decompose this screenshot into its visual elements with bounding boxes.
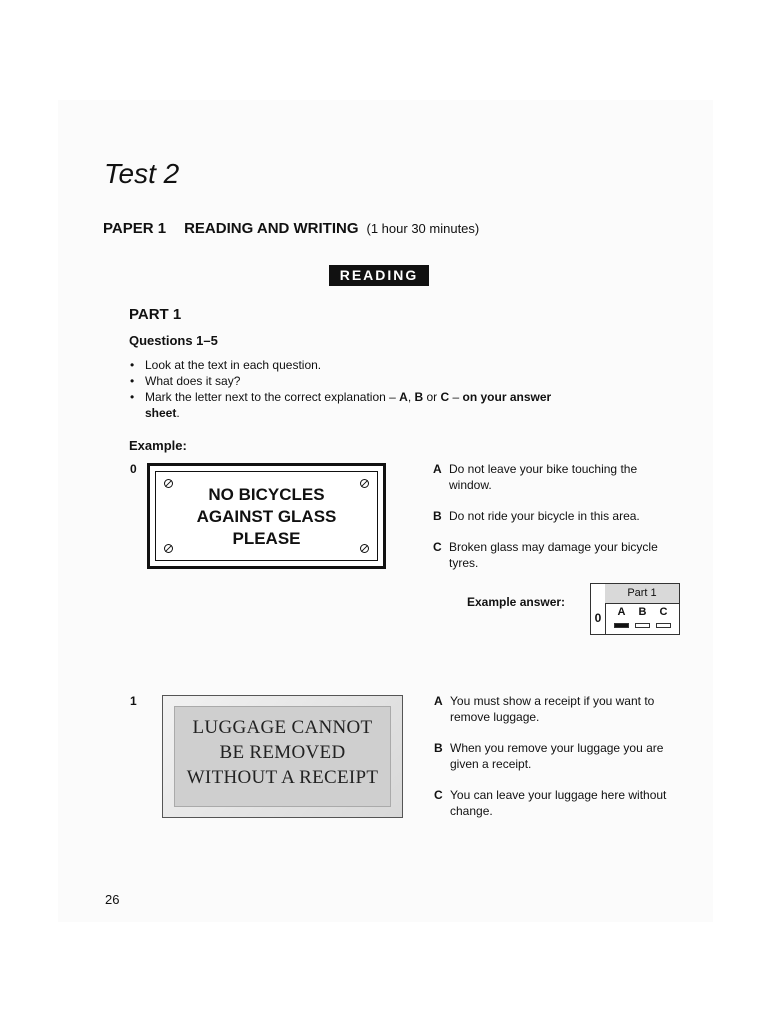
answer-cell-c: [656, 623, 671, 628]
answer-letters: A B C: [617, 606, 668, 618]
paper-duration: (1 hour 30 minutes): [366, 221, 480, 236]
option-a: A You must show a receipt if you want to remove luggage.: [434, 694, 655, 724]
answer-sheet-title: Part 1: [605, 584, 679, 604]
question-1-sign-text: LUGGAGE CANNOT BE REMOVED WITHOUT A RECEIPT: [186, 717, 379, 788]
question-1-sign: [162, 695, 403, 818]
example-sign: [147, 463, 386, 569]
instruction-item: • What does it say?: [129, 373, 559, 389]
option-b: B When you remove your luggage you are given a receipt.: [434, 741, 664, 771]
section-banner: READING: [329, 265, 429, 286]
example-number: 0: [130, 462, 137, 476]
option-c: C Broken glass may damage your bicycle tyres.: [433, 540, 658, 570]
answer-cell-b: [635, 623, 650, 628]
question-1-options: [434, 693, 694, 834]
part-heading: PART 1: [129, 306, 182, 323]
instruction-item: • Mark the letter next to the correct explanation – A, B or C – on your answer sheet.: [129, 389, 559, 421]
option-c: C You can leave your luggage here without change.: [434, 788, 667, 818]
answer-row-number: 0: [591, 603, 606, 634]
answer-cell-a: [614, 623, 629, 628]
page-number: 26: [105, 892, 120, 907]
example-sign-text: NO BICYCLES AGAINST GLASS PLEASE: [196, 485, 337, 548]
paper-label: PAPER 1: [103, 220, 167, 237]
example-label: Example:: [129, 438, 187, 453]
question-1-number: 1: [130, 694, 137, 708]
instructions-list: [129, 357, 559, 421]
answer-sheet-sample: [590, 583, 680, 635]
test-title: Test 2: [104, 158, 180, 189]
option-a: A Do not leave your bike touching the window.: [433, 462, 638, 492]
example-answer-label: Example answer:: [467, 595, 566, 609]
paper-heading: [103, 220, 479, 237]
questions-heading: Questions 1–5: [129, 333, 218, 348]
option-b: B Do not ride your bicycle in this area.: [433, 509, 640, 523]
instruction-item: • Look at the text in each question.: [129, 357, 559, 373]
example-options: [433, 461, 673, 586]
paper-name: READING AND WRITING: [184, 220, 359, 237]
